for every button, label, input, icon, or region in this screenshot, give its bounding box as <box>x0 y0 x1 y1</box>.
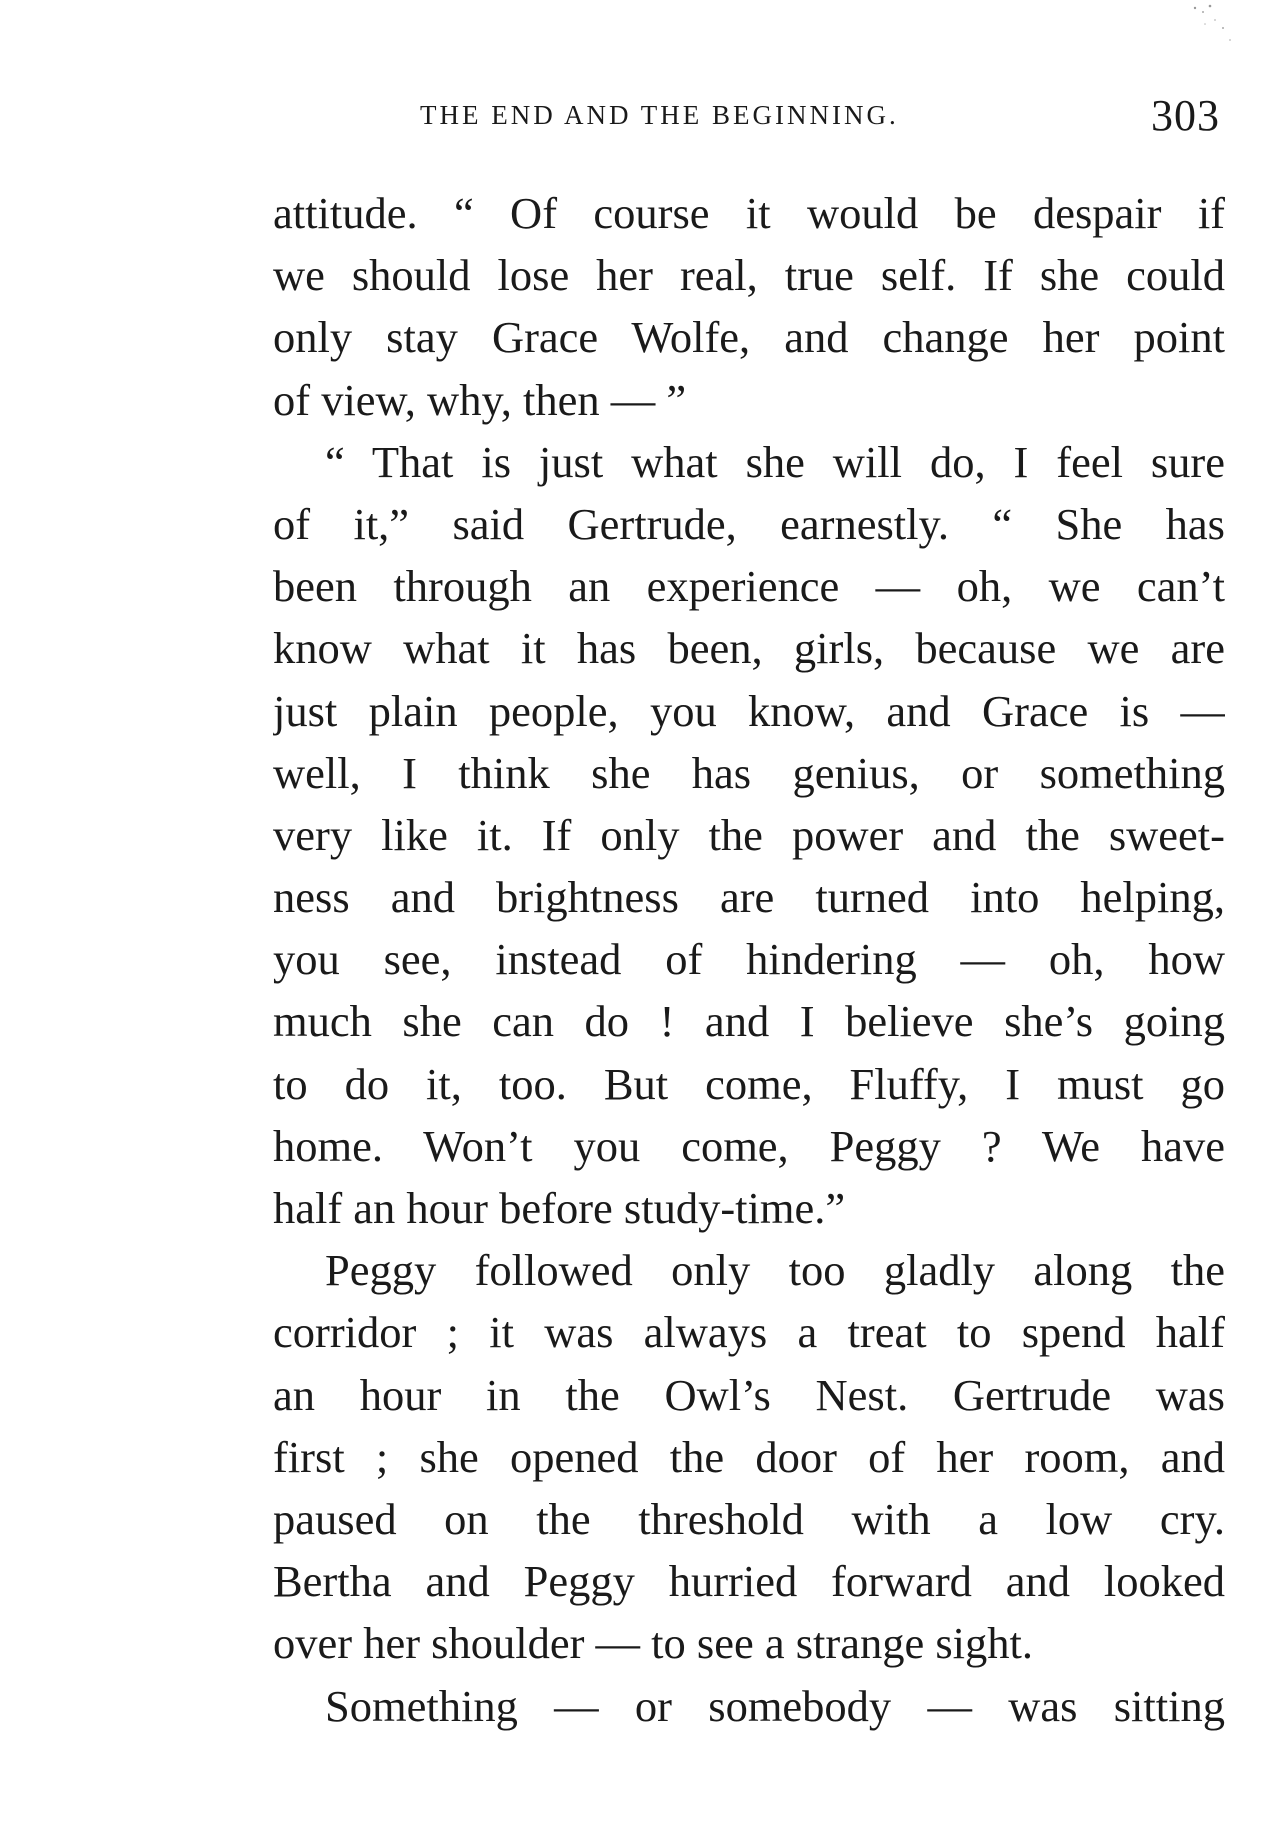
text-line: attitude. “ Of course it would be despair if <box>273 188 1225 238</box>
text-line: Something — or somebody — was sitting <box>325 1680 1225 1731</box>
running-header <box>420 90 1220 140</box>
text-line: of view, why, then — ” <box>273 374 687 425</box>
text-line: to do it, too. But come, Fluffy, I must go <box>273 1058 1225 1109</box>
running-title: THE END AND THE BEGINNING. <box>420 100 899 130</box>
text-line: very like it. If only the power and the sweet- <box>273 809 1225 860</box>
text-line: we should lose her real, true self. If she could <box>273 250 1225 301</box>
text-line: of it,” said Gertrude, earnestly. “ She has <box>273 498 1225 549</box>
text-line: much she can do ! and I believe she’s going <box>273 996 1225 1047</box>
text-line: paused on the threshold with a low cry. <box>273 1493 1225 1544</box>
text-line: know what it has been, girls, because we are <box>273 623 1225 674</box>
paper-specks-decoration <box>1175 0 1255 60</box>
text-line: ness and brightness are turned into helping, <box>273 872 1225 923</box>
text-line: well, I think she has genius, or something <box>273 747 1225 798</box>
body-text <box>273 182 1225 1737</box>
text-line: only stay Grace Wolfe, and change her point <box>273 312 1225 363</box>
text-line: half an hour before study-time.” <box>273 1183 846 1233</box>
text-line: over her shoulder — to see a strange sight. <box>273 1618 1033 1669</box>
text-line: first ; she opened the door of her room, and <box>273 1431 1225 1482</box>
text-line: Bertha and Peggy hurried forward and looked <box>273 1556 1225 1607</box>
text-line: just plain people, you know, and Grace is — <box>273 685 1225 736</box>
text-line: you see, instead of hindering — oh, how <box>273 934 1225 985</box>
text-line: home. Won’t you come, Peggy ? We have <box>273 1120 1225 1171</box>
text-line: been through an experience — oh, we can’t <box>273 561 1225 612</box>
text-line: corridor ; it was always a treat to spend half <box>273 1307 1225 1358</box>
text-line: an hour in the Owl’s Nest. Gertrude was <box>273 1369 1225 1420</box>
page-number: 303 <box>1151 91 1220 140</box>
text-line: Peggy followed only too gladly along the <box>325 1245 1225 1296</box>
text-line: “ That is just what she will do, I feel sure <box>325 436 1225 487</box>
